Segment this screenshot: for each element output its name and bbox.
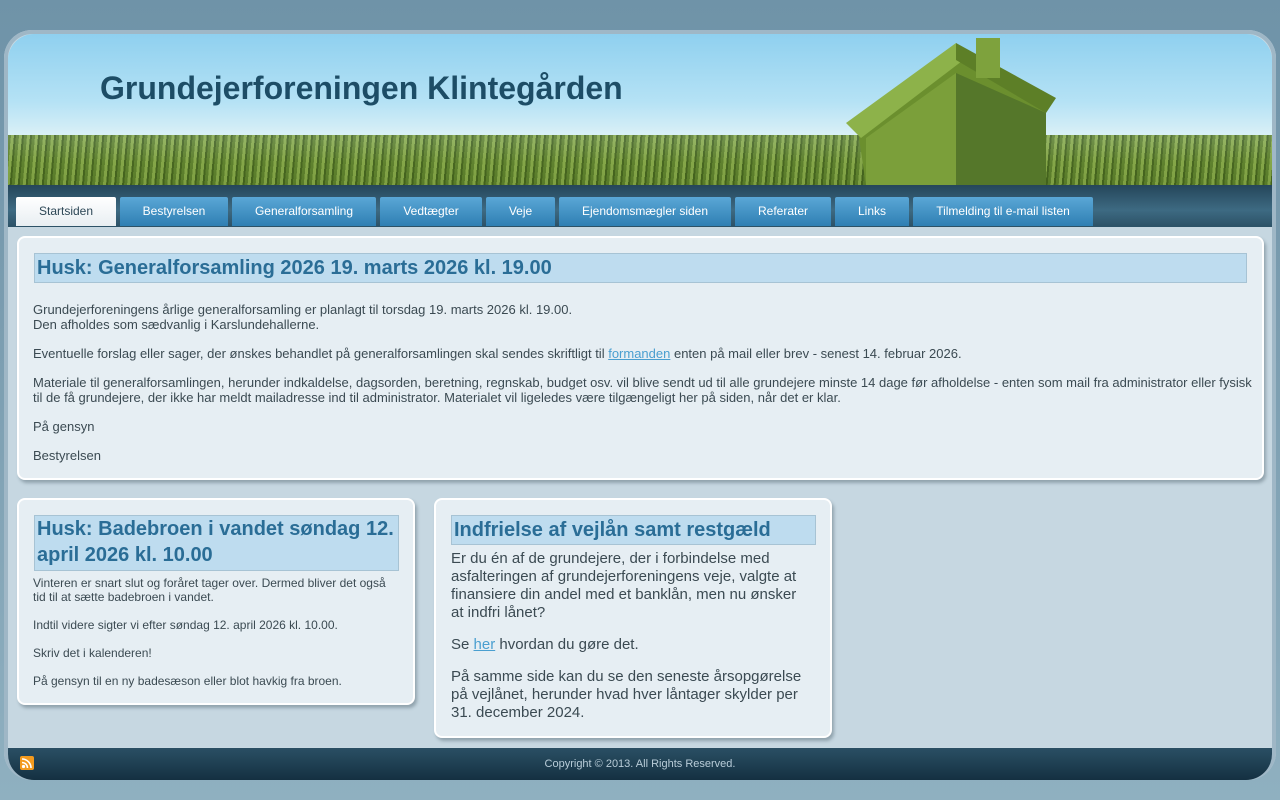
para2-text-before: Eventuelle forslag eller sager, der ønskes behandlet på generalforsamlingen skal sendes skriftligt til — [33, 346, 609, 361]
nav-bestyrelsen[interactable]: Bestyrelsen — [120, 197, 228, 226]
generalforsamling-para4: På gensyn — [33, 419, 95, 434]
generalforsamling-para2 — [33, 346, 962, 361]
generalforsamling-para3: Materiale til generalforsamlingen, herunder indkaldelse, dagsorden, beretning, regnskab, budget osv. vil blive sendt ud til alle grundejere minste 14 dage før afholdelse - enten som mail fra administrator eller fysisk til de få grundejere, der ikke har meldt mailadresse ind til administrator. Materialet vil ligeledes være tilgængeligt her på siden, når det er klar. — [33, 375, 1252, 405]
vejlaan-para2 — [451, 636, 639, 654]
nav-startsiden[interactable]: Startsiden — [16, 197, 116, 226]
nav-referater[interactable]: Referater — [735, 197, 831, 226]
vejlaan-title: Indfrielse af vejlån samt restgæld — [451, 515, 816, 545]
badebro-para1: Vinteren er snart slut og foråret tager over. Dermed bliver det også tid til at sætte badebroen i vandet. — [33, 576, 386, 604]
generalforsamling-para1 — [33, 302, 572, 332]
nav-email-tilmelding[interactable]: Tilmelding til e-mail listen — [913, 197, 1093, 226]
site-title: Grundejerforeningen Klintegården — [100, 70, 623, 106]
header-banner — [8, 34, 1272, 185]
vejlaan-para2-after: hvordan du gøre det. — [495, 636, 639, 653]
vejlaan-para1: Er du én af de grundejere, der i forbindelse med asfalteringen af grundejerforeningens veje, valgte at finansiere din andel med et banklån, men nu ønsker at indfri lånet? — [451, 550, 797, 621]
para2-text-after: enten på mail eller brev - senest 14. februar 2026. — [670, 346, 962, 361]
vejlaan-para3: På samme side kan du se den seneste årsopgørelse på vejlånet, herunder hvad hver låntager skylder per 31. december 2024. — [451, 668, 802, 721]
grass-house-image — [846, 38, 1056, 185]
nav-links[interactable]: Links — [835, 197, 909, 226]
generalforsamling-card — [17, 236, 1264, 480]
nav-ejendomsmaegler[interactable]: Ejendomsmægler siden — [559, 197, 731, 226]
badebro-para3: Skriv det i kalenderen! — [33, 646, 152, 660]
nav-veje[interactable]: Veje — [486, 197, 555, 226]
nav-vedtaegter[interactable]: Vedtægter — [380, 197, 482, 226]
generalforsamling-para5: Bestyrelsen — [33, 448, 101, 463]
vejlaan-card — [434, 498, 832, 738]
her-link[interactable]: her — [473, 636, 496, 653]
page-frame — [4, 30, 1276, 780]
grass-decoration — [8, 135, 1272, 185]
copyright-text: Copyright © 2013. All Rights Reserved. — [544, 758, 736, 770]
main-navigation — [8, 185, 1272, 227]
badebro-para4: På gensyn til en ny badesæson eller blot havkig fra broen. — [33, 674, 342, 688]
formanden-link[interactable]: formanden — [608, 346, 671, 361]
generalforsamling-para1-line1: Grundejerforeningens årlige generalforsamling er planlagt til torsdag 19. marts 2026 kl. 19.00. — [33, 302, 573, 317]
generalforsamling-title: Husk: Generalforsamling 2026 19. marts 2026 kl. 19.00 — [34, 253, 1247, 283]
nav-generalforsamling[interactable]: Generalforsamling — [232, 197, 376, 226]
badebro-title: Husk: Badebroen i vandet søndag 12. april 2026 kl. 10.00 — [34, 515, 399, 571]
footer — [8, 748, 1272, 780]
vejlaan-para2-before: Se — [451, 636, 474, 653]
badebro-para2: Indtil videre sigter vi efter søndag 12. april 2026 kl. 10.00. — [33, 618, 338, 632]
badebro-card — [17, 498, 415, 705]
generalforsamling-para1-line2: Den afholdes som sædvanlig i Karslundehallerne. — [33, 317, 320, 332]
